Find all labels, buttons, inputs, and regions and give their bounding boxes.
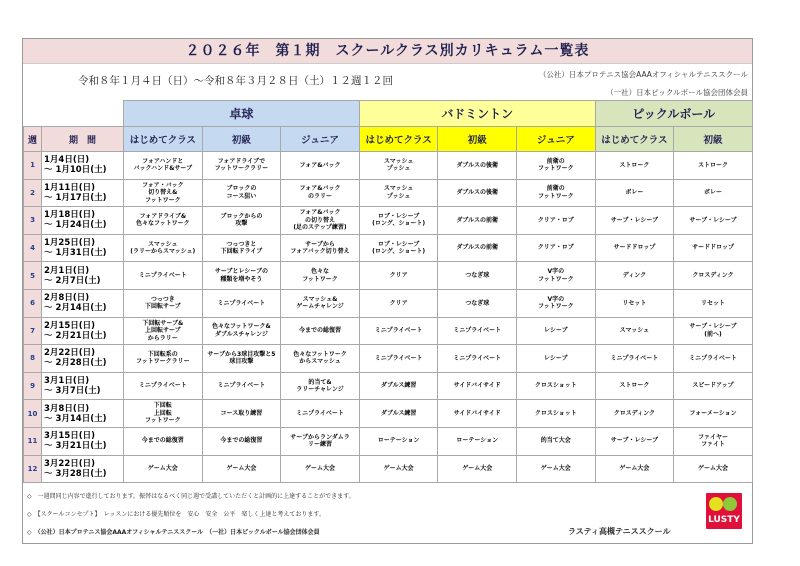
class-header: はじめてクラス — [124, 127, 203, 152]
lesson-cell: サードドロップ — [674, 234, 753, 262]
week-number: 6 — [24, 289, 42, 317]
lesson-cell: フォアハンドと バックハンド&サーブ — [124, 152, 203, 180]
class-header: ジュニア — [281, 127, 360, 152]
lesson-cell: ダブルスの後衛 — [438, 179, 517, 207]
week-dates: 3月1日(日) ～ 3月7日(土) — [42, 372, 124, 400]
week-number: 8 — [24, 345, 42, 373]
week-number: 2 — [24, 179, 42, 207]
class-header: はじめてクラス — [595, 127, 674, 152]
lesson-cell: V字の フットワーク — [517, 262, 596, 290]
lesson-cell: フォア&バック のラリー — [281, 179, 360, 207]
lesson-cell: サーブから3球目攻撃と5 球目攻撃 — [202, 345, 281, 373]
lesson-cell: ゲーム大会 — [281, 455, 360, 483]
lesson-cell: スマッシュ& ゲームチャレンジ — [281, 289, 360, 317]
lesson-cell: クリア・ロブ — [517, 234, 596, 262]
lesson-cell: ボレー — [674, 179, 753, 207]
table-row — [24, 317, 753, 345]
week-dates: 1月25日(日) ～ 1月31日(土) — [42, 234, 124, 262]
lesson-cell: スピードアップ — [674, 372, 753, 400]
lesson-cell: ゲーム大会 — [202, 455, 281, 483]
lesson-cell: ミニプライベート — [124, 372, 203, 400]
lesson-cell: フォア&バック — [281, 152, 360, 180]
lesson-cell: ゲーム大会 — [595, 455, 674, 483]
class-header: 初級 — [202, 127, 281, 152]
lesson-cell: 前衛の フットワーク — [517, 152, 596, 180]
footer-note-3: ◇ （公社）日本プロテニス協会AAAオフィシャルテニススクール （一社）日本ピックルボール協会団体会員 — [27, 529, 320, 536]
lesson-cell: コース取り練習 — [202, 400, 281, 428]
lesson-cell: クロスショット — [517, 400, 596, 428]
week-dates: 1月11日(日) ～ 1月17日(土) — [42, 179, 124, 207]
lesson-cell: ダブルスの前衛 — [438, 207, 517, 235]
lesson-cell: つっつきと 下回転ドライブ — [202, 234, 281, 262]
table-row — [24, 345, 753, 373]
period-header: 期 間 — [42, 127, 124, 152]
lesson-cell: サーブ・レシーブ — [674, 207, 753, 235]
page-title: ２０２６年 第１期 スクールクラス別カリキュラム一覧表 — [23, 39, 752, 64]
week-number: 1 — [24, 152, 42, 180]
lesson-cell: ミニプライベート — [674, 345, 753, 373]
footer-note-2: ◇ 【スクールコンセプト】 レッスンにおける優先順位を 安心 安全 公平 楽しく上達と考えております。 — [27, 511, 325, 518]
logo-text: LUSTY — [708, 515, 740, 525]
lesson-cell: 下回転サーブ& 上回転サーブ からラリー — [124, 317, 203, 345]
lesson-cell: ローテーション — [438, 427, 517, 455]
sport-header-table-tennis: 卓球 — [124, 101, 360, 127]
lesson-cell: フォア&バック の切り替え (足のステップ練習) — [281, 207, 360, 235]
table-row — [24, 400, 753, 428]
sport-header-pickleball: ピックルボール — [595, 101, 752, 127]
tennis-ball-icon — [709, 497, 723, 511]
week-dates: 3月22日(日) ～ 3月28日(土) — [42, 455, 124, 483]
class-header: ジュニア — [517, 127, 596, 152]
lesson-cell: ミニプライベート — [359, 317, 438, 345]
lesson-cell: ミニプライベート — [359, 345, 438, 373]
lesson-cell: ダブルスの前衛 — [438, 234, 517, 262]
lesson-cell: つっつき 下回転サーブ — [124, 289, 203, 317]
lesson-cell: フォア・バック 切り替え& フットワーク — [124, 179, 203, 207]
lesson-cell: ブロックの コース狙い — [202, 179, 281, 207]
lesson-cell: サイドバイサイド — [438, 372, 517, 400]
week-header: 週 — [24, 127, 42, 152]
footer — [23, 484, 752, 544]
lesson-cell: ミニプライベート — [202, 289, 281, 317]
lesson-cell: 前衛の フットワーク — [517, 179, 596, 207]
lesson-cell: リセット — [595, 289, 674, 317]
lesson-cell: ダブルスの後衛 — [438, 152, 517, 180]
table-row — [24, 262, 753, 290]
organization-affiliation-2: （一社）日本ピックルボール協会団体会員 — [606, 88, 748, 97]
lesson-cell: クリア — [359, 262, 438, 290]
table-row — [24, 289, 753, 317]
lesson-cell: サーブからランダムラ リー練習 — [281, 427, 360, 455]
table-row — [24, 427, 753, 455]
lesson-cell: ミニプライベート — [124, 262, 203, 290]
lesson-cell: フォアドライブで フットワークラリー — [202, 152, 281, 180]
lesson-cell: スマッシュ — [595, 317, 674, 345]
lesson-cell: サーブとレシーブの 種類を増やそう — [202, 262, 281, 290]
lesson-cell: サイドバイサイド — [438, 400, 517, 428]
table-row — [24, 372, 753, 400]
lesson-cell: 的当て大会 — [517, 427, 596, 455]
lesson-cell: ゲーム大会 — [674, 455, 753, 483]
footer-note-1: ◇ 一週間同じ内容で進行しております。振替はなるべく同じ週で受講していただくと計画的に上達することができます。 — [27, 493, 355, 500]
table-row — [24, 234, 753, 262]
week-number: 5 — [24, 262, 42, 290]
lesson-cell: ミニプライベート — [281, 400, 360, 428]
week-dates: 1月4日(日) ～ 1月10日(土) — [42, 152, 124, 180]
lesson-cell: クリア・ロブ — [517, 207, 596, 235]
lesson-cell: フォーメーション — [674, 400, 753, 428]
lesson-cell: フォアドライブ& 色々なフットワーク — [124, 207, 203, 235]
lesson-cell: ダブルス練習 — [359, 400, 438, 428]
lesson-cell: クロスショット — [517, 372, 596, 400]
lesson-cell: ミニプライベート — [595, 345, 674, 373]
week-dates: 2月8日(日) ～ 2月14日(土) — [42, 289, 124, 317]
class-header: はじめてクラス — [359, 127, 438, 152]
week-number: 10 — [24, 400, 42, 428]
lesson-cell: レシーブ — [517, 317, 596, 345]
lesson-cell: ファイヤー ファイト — [674, 427, 753, 455]
lesson-cell: 的当て& ラリーチャレンジ — [281, 372, 360, 400]
lesson-cell: ゲーム大会 — [517, 455, 596, 483]
lesson-cell: ゲーム大会 — [359, 455, 438, 483]
week-number: 4 — [24, 234, 42, 262]
lesson-cell: ミニプライベート — [438, 317, 517, 345]
week-dates: 1月18日(日) ～ 1月24日(土) — [42, 207, 124, 235]
tennis-ball-icon — [723, 497, 737, 511]
organization-affiliation-1: （公社）日本プロテニス協会AAAオフィシャルテニススクール — [538, 70, 748, 79]
lesson-cell: サードドロップ — [595, 234, 674, 262]
lesson-cell: 色々な フットワーク — [281, 262, 360, 290]
lesson-cell: 今までの総復習 — [202, 427, 281, 455]
lesson-cell: 今までの総復習 — [124, 427, 203, 455]
lusty-logo — [706, 493, 742, 529]
lesson-cell: ゲーム大会 — [438, 455, 517, 483]
lesson-cell: サーブから フォアバック切り替え — [281, 234, 360, 262]
sport-header-badminton: バドミントン — [359, 101, 595, 127]
week-dates: 2月22日(日) ～ 2月28日(土) — [42, 345, 124, 373]
table-row — [24, 152, 753, 180]
lesson-cell: レシーブ — [517, 345, 596, 373]
lesson-cell: サーブ・レシーブ — [595, 427, 674, 455]
lesson-cell: ダブルス練習 — [359, 372, 438, 400]
lesson-cell: 色々なフットワーク からスマッシュ — [281, 345, 360, 373]
lesson-cell: クロスディンク — [595, 400, 674, 428]
class-header: 初級 — [438, 127, 517, 152]
lesson-cell: ディンク — [595, 262, 674, 290]
lesson-cell: ストローク — [595, 372, 674, 400]
class-header: 初級 — [674, 127, 753, 152]
lesson-cell: ローテーション — [359, 427, 438, 455]
lesson-cell: クリア — [359, 289, 438, 317]
header-blank — [24, 101, 124, 127]
lesson-cell: リセット — [674, 289, 753, 317]
school-name: ラスティ高槻テニススクール — [568, 527, 671, 536]
week-dates: 2月1日(日) ～ 2月7日(土) — [42, 262, 124, 290]
curriculum-table — [23, 100, 753, 483]
lesson-cell: ロブ・レシーブ (ロング、ショート) — [359, 234, 438, 262]
table-row — [24, 207, 753, 235]
lesson-cell: ストローク — [595, 152, 674, 180]
lesson-cell: ミニプライベート — [438, 345, 517, 373]
lesson-cell: サーブ・レシーブ — [595, 207, 674, 235]
term-period: 令和８年１月４日（日）～令和８年３月２８日（土）１２週１２回 — [78, 75, 393, 87]
table-row — [24, 455, 753, 483]
lesson-cell: 下回転系の フットワークラリー — [124, 345, 203, 373]
table-row — [24, 179, 753, 207]
week-number: 3 — [24, 207, 42, 235]
lesson-cell: ロブ・レシーブ (ロング、ショート) — [359, 207, 438, 235]
week-dates: 3月8日(日) ～ 3月14日(土) — [42, 400, 124, 428]
week-number: 11 — [24, 427, 42, 455]
lesson-cell: サーブ・レシーブ (前へ) — [674, 317, 753, 345]
lesson-cell: 下回転 上回転 フットワーク — [124, 400, 203, 428]
lesson-cell: スマッシュ (ラリーからスマッシュ) — [124, 234, 203, 262]
lesson-cell: 今までの総復習 — [281, 317, 360, 345]
lesson-cell: V字の フットワーク — [517, 289, 596, 317]
lesson-cell: ストローク — [674, 152, 753, 180]
lesson-cell: 色々なフットワーク& ダブルスチャレンジ — [202, 317, 281, 345]
lesson-cell: ゲーム大会 — [124, 455, 203, 483]
week-number: 9 — [24, 372, 42, 400]
lesson-cell: つなぎ球 — [438, 289, 517, 317]
week-dates: 2月15日(日) ～ 2月21日(土) — [42, 317, 124, 345]
lesson-cell: ブロックからの 攻撃 — [202, 207, 281, 235]
curriculum-sheet — [22, 38, 753, 544]
lesson-cell: スマッシュ プッシュ — [359, 179, 438, 207]
lesson-cell: つなぎ球 — [438, 262, 517, 290]
lesson-cell: ミニプライベート — [202, 372, 281, 400]
lesson-cell: クロスディンク — [674, 262, 753, 290]
week-number: 12 — [24, 455, 42, 483]
lesson-cell: ボレー — [595, 179, 674, 207]
lesson-cell: スマッシュ プッシュ — [359, 152, 438, 180]
week-dates: 3月15日(日) ～ 3月21日(土) — [42, 427, 124, 455]
week-number: 7 — [24, 317, 42, 345]
